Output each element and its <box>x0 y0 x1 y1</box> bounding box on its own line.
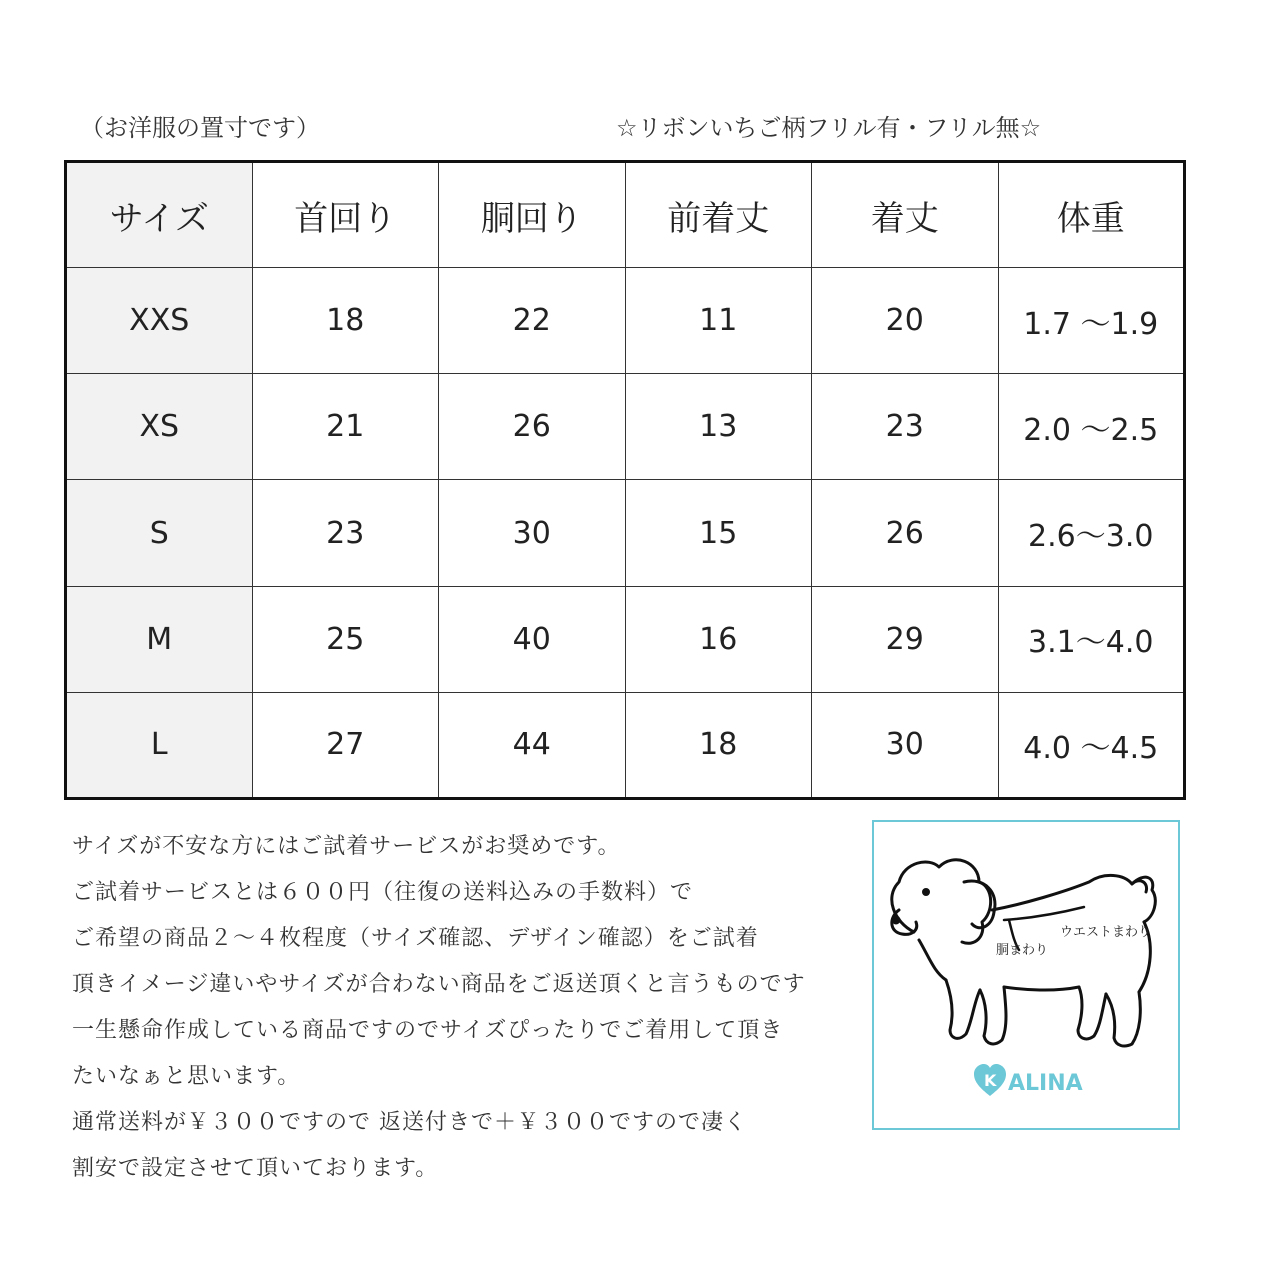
header-front-length: 前着丈 <box>625 162 812 268</box>
cell-front-length: 11 <box>625 268 812 374</box>
body-label: 胴まわり <box>996 943 1049 958</box>
header-weight: 体重 <box>998 162 1185 268</box>
table-row <box>66 480 1185 586</box>
note-line: たいなぁと思います。 <box>72 1064 301 1089</box>
cell-neck: 18 <box>252 268 439 374</box>
cell-size: L <box>66 692 253 798</box>
header-chest: 胴回り <box>439 162 626 268</box>
note-line: 一生懸命作成している商品ですのでサイズぴったりでご着用して頂き <box>72 1018 784 1043</box>
note-line: ご希望の商品２〜４枚程度（サイズ確認、デザイン確認）をご試着 <box>72 926 759 951</box>
cell-neck: 25 <box>252 586 439 692</box>
table-row <box>66 374 1185 480</box>
cell-front-length: 13 <box>625 374 812 480</box>
note-line: 割安で設定させて頂いております。 <box>72 1156 439 1181</box>
table-header-row <box>66 162 1185 268</box>
note-line: ご試着サービスとは６００円（往復の送料込みの手数料）で <box>72 880 694 905</box>
cell-neck: 21 <box>252 374 439 480</box>
cell-length: 30 <box>812 692 999 798</box>
cell-weight: 2.0 〜2.5 <box>998 374 1185 480</box>
cell-weight: 1.7 〜1.9 <box>998 268 1185 374</box>
cell-front-length: 16 <box>625 586 812 692</box>
cell-size: M <box>66 586 253 692</box>
dog-outline-icon <box>874 822 1178 1128</box>
cell-size: XXS <box>66 268 253 374</box>
size-table <box>64 160 1186 800</box>
cell-front-length: 15 <box>625 480 812 586</box>
cell-chest: 40 <box>439 586 626 692</box>
header-length: 着丈 <box>812 162 999 268</box>
table-row <box>66 586 1185 692</box>
cell-chest: 44 <box>439 692 626 798</box>
cell-weight: 3.1〜4.0 <box>998 586 1185 692</box>
table-row <box>66 692 1185 798</box>
cell-length: 20 <box>812 268 999 374</box>
cell-length: 23 <box>812 374 999 480</box>
table-row <box>66 268 1185 374</box>
cell-size: S <box>66 480 253 586</box>
cell-chest: 26 <box>439 374 626 480</box>
note-line: 頂きイメージ違いやサイズが合わない商品をご返送頂くと言うものです <box>72 972 806 997</box>
cell-chest: 22 <box>439 268 626 374</box>
caption-product-name: ☆リボンいちご柄フリル有・フリル無☆ <box>616 114 1042 142</box>
cell-length: 29 <box>812 586 999 692</box>
note-line: サイズが不安な方にはご試着サービスがお奨めです。 <box>72 834 621 859</box>
cell-length: 26 <box>812 480 999 586</box>
cell-chest: 30 <box>439 480 626 586</box>
caption-measurement-note: （お洋服の置寸です） <box>80 114 320 142</box>
header-size: サイズ <box>66 162 253 268</box>
logo-letter: K <box>984 1071 997 1090</box>
cell-front-length: 18 <box>625 692 812 798</box>
measurement-illustration <box>872 820 1180 1130</box>
cell-neck: 27 <box>252 692 439 798</box>
header-neck: 首回り <box>252 162 439 268</box>
note-line: 通常送料が￥３００ですので 返送付きで＋￥３００ですので凄く <box>72 1110 747 1135</box>
cell-weight: 2.6〜3.0 <box>998 480 1185 586</box>
waist-label: ウエストまわり <box>1060 925 1152 940</box>
cell-weight: 4.0 〜4.5 <box>998 692 1185 798</box>
kalina-logo <box>974 1064 1083 1096</box>
cell-neck: 23 <box>252 480 439 586</box>
cell-size: XS <box>66 374 253 480</box>
logo-text: ALINA <box>1008 1071 1083 1096</box>
trial-service-notes <box>72 824 872 1192</box>
